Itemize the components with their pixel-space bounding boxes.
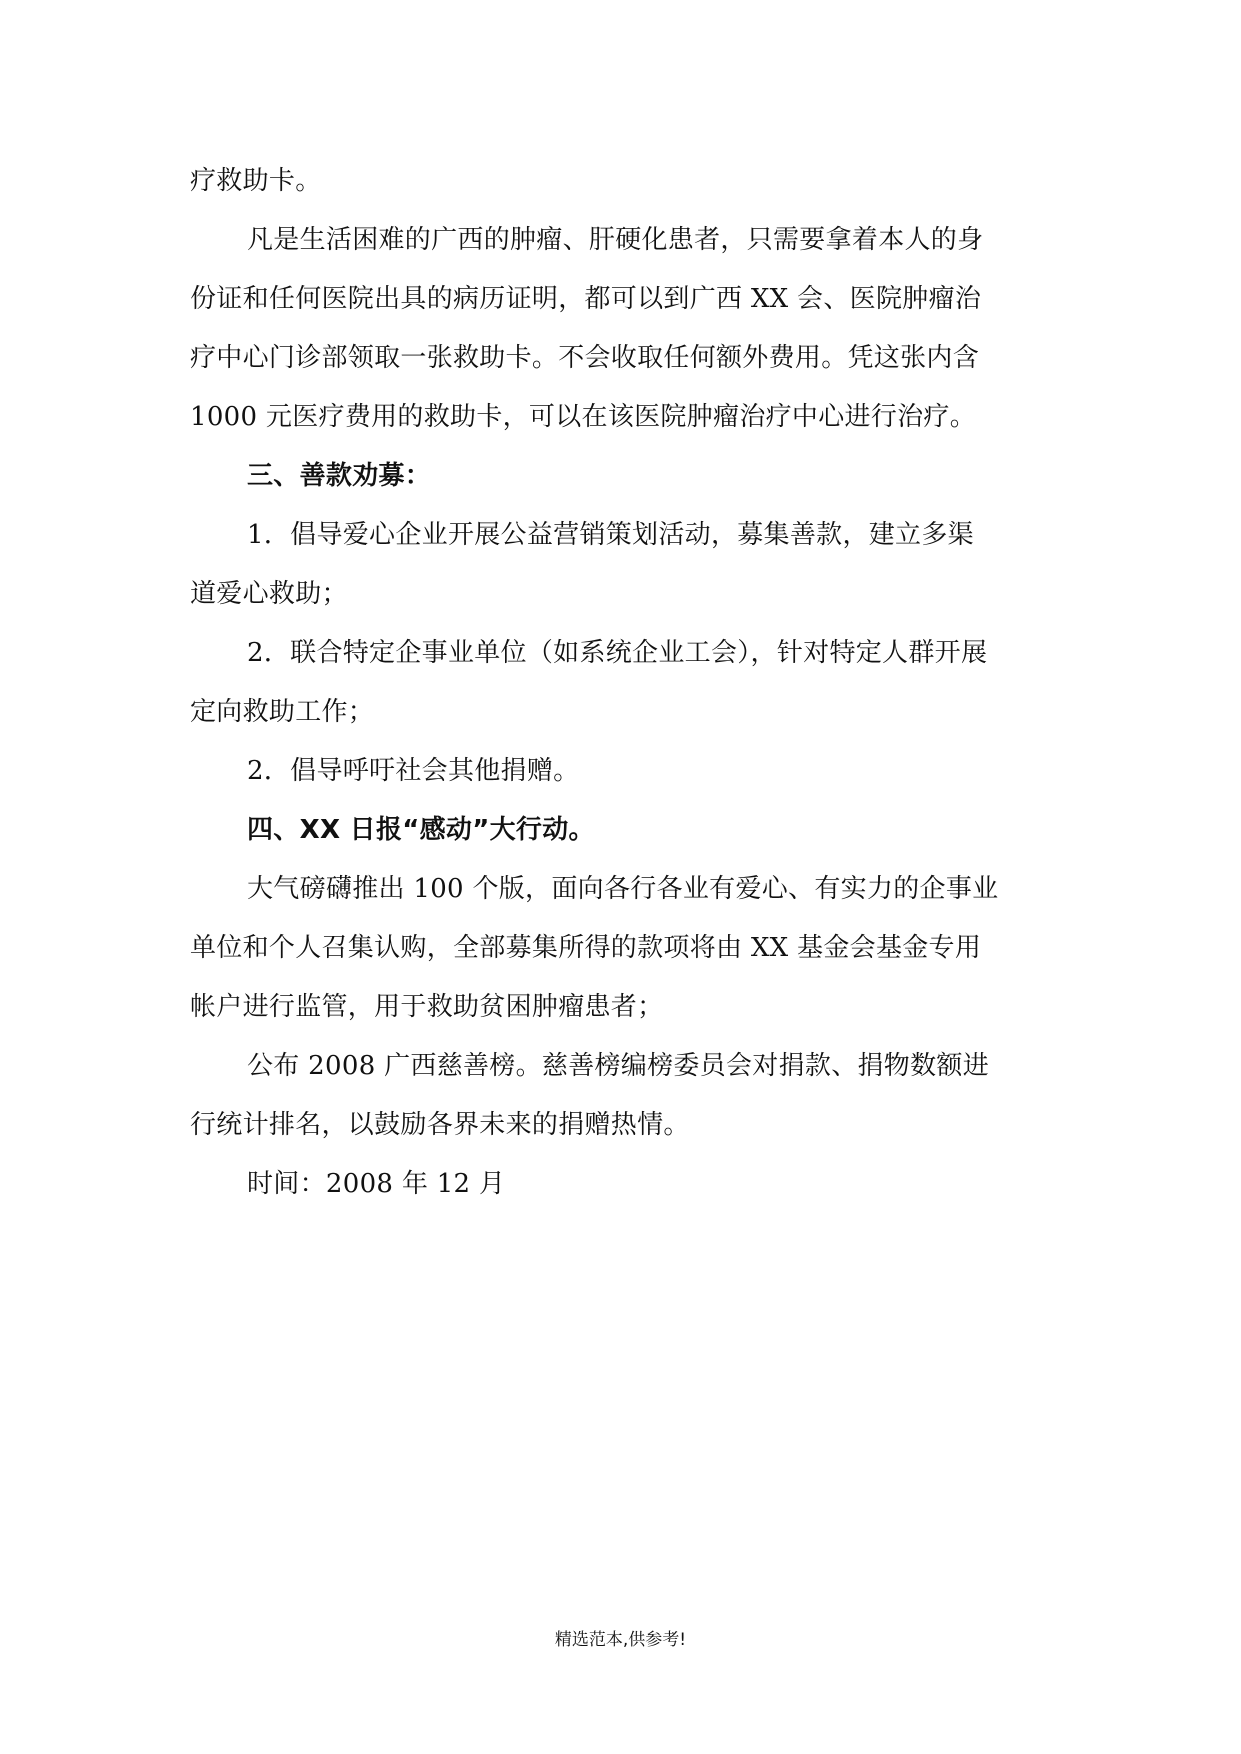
list-item-line: 2．倡导呼吁社会其他捐赠。 [247,756,580,786]
paragraph-line: 大气磅礴推出 100 个版，面向各行各业有爱心、有实力的企事业 [247,874,999,904]
list-item-line: 道爱心救助； [190,579,348,609]
paragraph-line: 凡是生活困难的广西的肿瘤、肝硬化患者，只需要拿着本人的身 [247,225,984,255]
date-line: 时间：2008 年 12 月 [247,1169,506,1199]
document-body [190,152,1055,1214]
paragraph-line: 单位和个人召集认购，全部募集所得的款项将由 XX 基金会基金专用 [190,933,982,963]
list-item-line: 2．联合特定企事业单位（如系统企业工会），针对特定人群开展 [247,638,988,668]
paragraph-line: 帐户进行监管，用于救助贫困肿瘤患者； [190,992,664,1022]
section-heading-donation: 三、善款劝募： [247,461,432,491]
list-item-line: 定向救助工作； [190,697,375,727]
page-footer: 精选范本,供参考! [554,1630,687,1650]
paragraph-line: 份证和任何医院出具的病历证明，都可以到广西 XX 会、医院肿瘤治 [190,284,982,314]
list-item-line: 1．倡导爱心企业开展公益营销策划活动，募集善款，建立多渠 [247,520,974,550]
paragraph-line: 疗救助卡。 [190,166,322,196]
paragraph-line: 公布 2008 广西慈善榜。慈善榜编榜委员会对捐款、捐物数额进 [247,1051,989,1081]
paragraph-line: 行统计排名，以鼓励各界未来的捐赠热情。 [190,1110,690,1140]
section-heading-action: 四、XX 日报“感动”大行动。 [247,815,595,845]
paragraph-line: 疗中心门诊部领取一张救助卡。不会收取任何额外费用。凭这张内含 [190,343,980,373]
paragraph-line: 1000 元医疗费用的救助卡，可以在该医院肿瘤治疗中心进行治疗。 [190,402,977,432]
